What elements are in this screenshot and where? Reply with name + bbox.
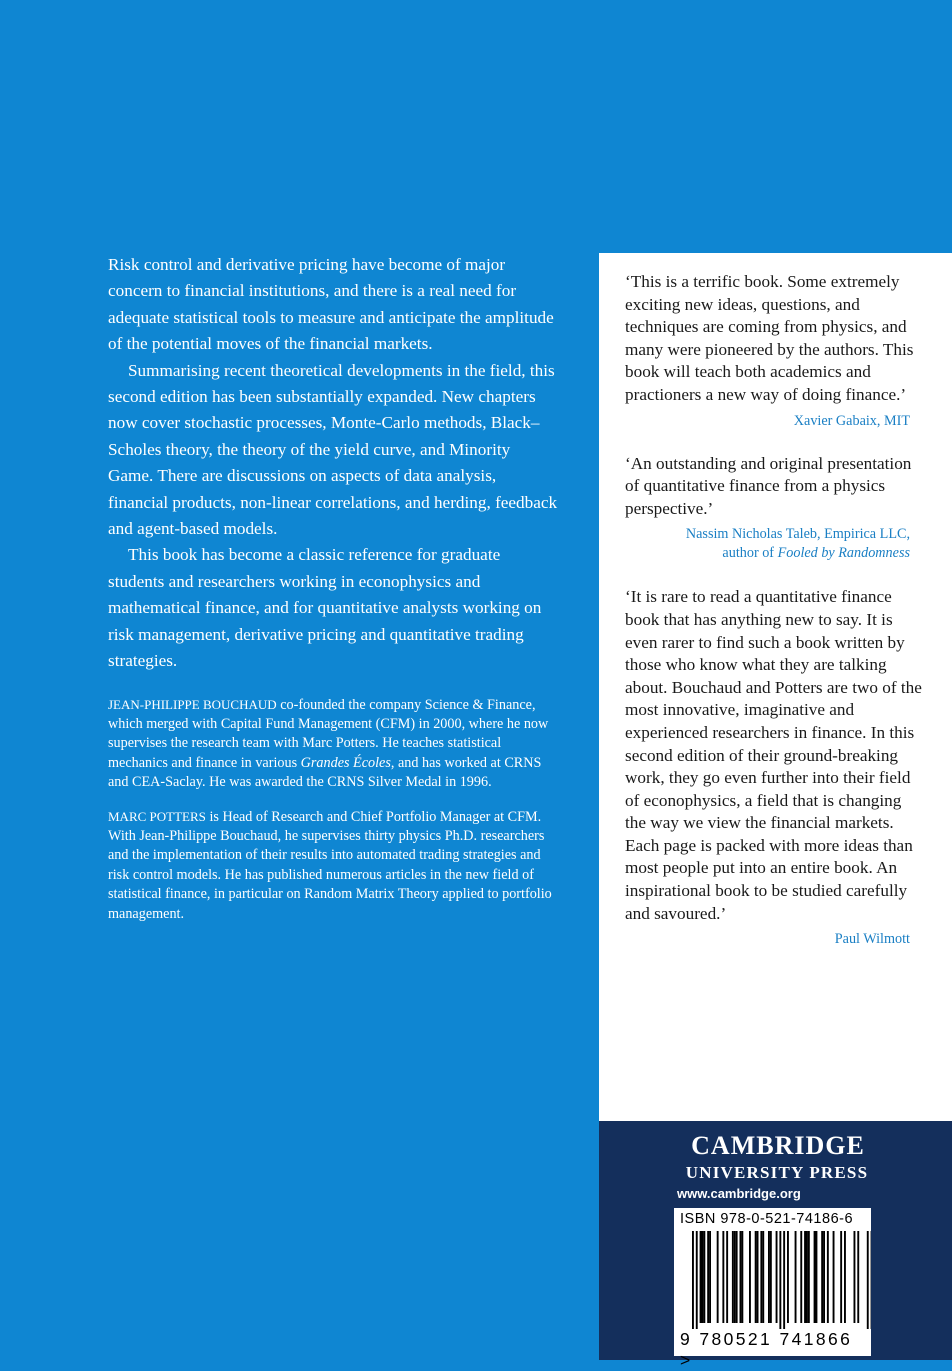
barcode-bar [854, 1231, 856, 1323]
barcode-bar [823, 1231, 825, 1323]
endorsement-2-author: Nassim Nicholas Taleb, Empirica LLC, [625, 525, 910, 544]
endorsement-2-author-prefix: author of [722, 545, 777, 561]
barcode-bar [795, 1231, 797, 1323]
bio-potters-text: is Head of Research and Chief Portfolio Manager at CFM. With Jean-Philippe Bouchaud, he supervises thirty physics Ph.D. researchers and the implementation of their results into automated trading strategies and risk control models. He has published numerous articles in the new field of statistical finance, in particular on Random Matrix Theory applied to portfolio management. [108, 809, 552, 922]
barcode-bar [762, 1231, 764, 1323]
barcode-bar [770, 1231, 772, 1323]
barcode-bar [776, 1231, 778, 1323]
publisher-url: www.cambridge.org [677, 1186, 801, 1201]
barcode-bar [844, 1231, 846, 1323]
endorsement-1-text: ‘This is a terrific book. Some extremely exciting new ideas, questions, and techniques are coming from physics, and many were pioneered by the authors. This book will teach both academics and practioners a new way of doing finance.’ [625, 271, 925, 407]
bio-bouchaud-name: JEAN-PHILIPPE BOUCHAUD [108, 697, 277, 712]
barcode-bar [740, 1231, 742, 1323]
barcode-bar [808, 1231, 810, 1323]
barcode-bar [749, 1231, 751, 1323]
barcode-bar [814, 1231, 816, 1323]
barcode-bar [700, 1231, 702, 1323]
bio-bouchaud [108, 695, 558, 793]
barcode-bar [707, 1231, 709, 1323]
barcode-bar [702, 1231, 704, 1323]
barcode-bar [760, 1231, 762, 1323]
barcode-bar [768, 1231, 770, 1323]
description-paragraph-3: This book has become a classic reference for graduate students and researchers working in econophysics and mathematical finance, and for quantitative analysts working on risk management, derivative pricing and quantitative trading strategies. [108, 542, 558, 674]
barcode-bar [816, 1231, 818, 1323]
barcode-bar [696, 1231, 698, 1329]
barcode-bar [804, 1231, 806, 1323]
endorsement-2 [625, 453, 952, 564]
bio-bouchaud-text-1: co-founded the company Science & Finance, which merged with Capital Fund Management (CFM) in 2000, where he now supervises the research team with Marc Potters. He teaches statistical mechanics and finance in various [108, 697, 548, 771]
barcode-bar [717, 1231, 719, 1323]
barcode-bar [857, 1231, 859, 1323]
barcode-bar [755, 1231, 757, 1323]
endorsement-2-text: ‘An outstanding and original presentation of quantitative finance from a physics perspective.’ [625, 453, 925, 521]
endorsement-2-author-book [625, 544, 910, 563]
left-column [108, 252, 558, 938]
book-description [108, 252, 558, 675]
barcode-bar [692, 1231, 694, 1329]
barcode-bar [833, 1231, 835, 1323]
barcode-bar [821, 1231, 823, 1323]
endorsement-2-author-block [625, 525, 952, 563]
publisher-logo-subtitle: UNIVERSITY PRESS [677, 1163, 877, 1183]
endorsement-3-text: ‘It is rare to read a quantitative finance book that has anything new to say. It is even rarer to find such a book written by those who know what they are talking about. Bouchaud and Potters are two of the most innovative, imaginative and experienced researchers in finance. In this second edition of their ground-breaking work, they go even further into their field of econophysics, a field that is changing the way we view the financial markets. Each page is packed with more ideas than most people put into an entire book. An inspirational book to be studied carefully and savoured.’ [625, 586, 925, 925]
barcode-bar [703, 1231, 705, 1323]
barcode-bar [806, 1231, 808, 1323]
endorsement-3-author: Paul Wilmott [625, 930, 952, 949]
barcode-bar [722, 1231, 724, 1323]
publisher-logo-name: CAMBRIDGE [673, 1131, 883, 1161]
barcode-bar [732, 1231, 734, 1323]
author-bios [108, 695, 558, 924]
barcode-icon [674, 1229, 871, 1329]
barcode-bar [726, 1231, 728, 1323]
isbn-label: ISBN 978-0-521-74186-6 [680, 1211, 853, 1227]
description-paragraph-1: Risk control and derivative pricing have become of major concern to financial institutions, and there is a real need for adequate statistical tools to measure and anticipate the amplitude of the potential moves of the financial markets. [108, 252, 558, 358]
barcode-digits: 9 780521 741866 > [680, 1329, 871, 1371]
barcode-box [674, 1208, 871, 1356]
barcode-bar [840, 1231, 842, 1323]
endorsement-1-author: Xavier Gabaix, MIT [625, 412, 952, 431]
barcode-bar [734, 1231, 736, 1323]
bio-bouchaud-text-2: , and has worked at CRNS and CEA-Saclay. He was awarded the CRNS Silver Medal in 1996. [108, 755, 541, 790]
publisher-band [599, 1121, 952, 1360]
bio-potters [108, 807, 558, 924]
barcode-bar [779, 1231, 781, 1329]
endorsement-2-book-title: Fooled by Randomness [778, 545, 910, 561]
barcode-bar [741, 1231, 743, 1323]
barcode-bar [736, 1231, 738, 1323]
barcode-bar [867, 1231, 869, 1329]
description-paragraph-2: Summarising recent theoretical developments in the field, this second edition has been substantially expanded. New chapters now cover stochastic processes, Monte-Carlo methods, Black–Scholes theory, the theory of the yield curve, and Minority Game. There are discussions on aspects of data analysis, financial products, non-linear correlations, and herding, feedback and agent-based models. [108, 358, 558, 543]
barcode-bar [800, 1231, 802, 1323]
barcode-bar [757, 1231, 759, 1323]
bio-bouchaud-italic: Grandes Écoles [301, 755, 391, 771]
barcode-bar [827, 1231, 829, 1323]
barcode-bar [783, 1231, 785, 1329]
endorsement-3 [625, 586, 952, 949]
barcode-bar [787, 1231, 789, 1323]
endorsement-1 [625, 271, 952, 431]
bio-potters-name: MARC POTTERS [108, 809, 206, 824]
endorsements-panel [599, 253, 952, 1121]
barcode-bar [709, 1231, 711, 1323]
